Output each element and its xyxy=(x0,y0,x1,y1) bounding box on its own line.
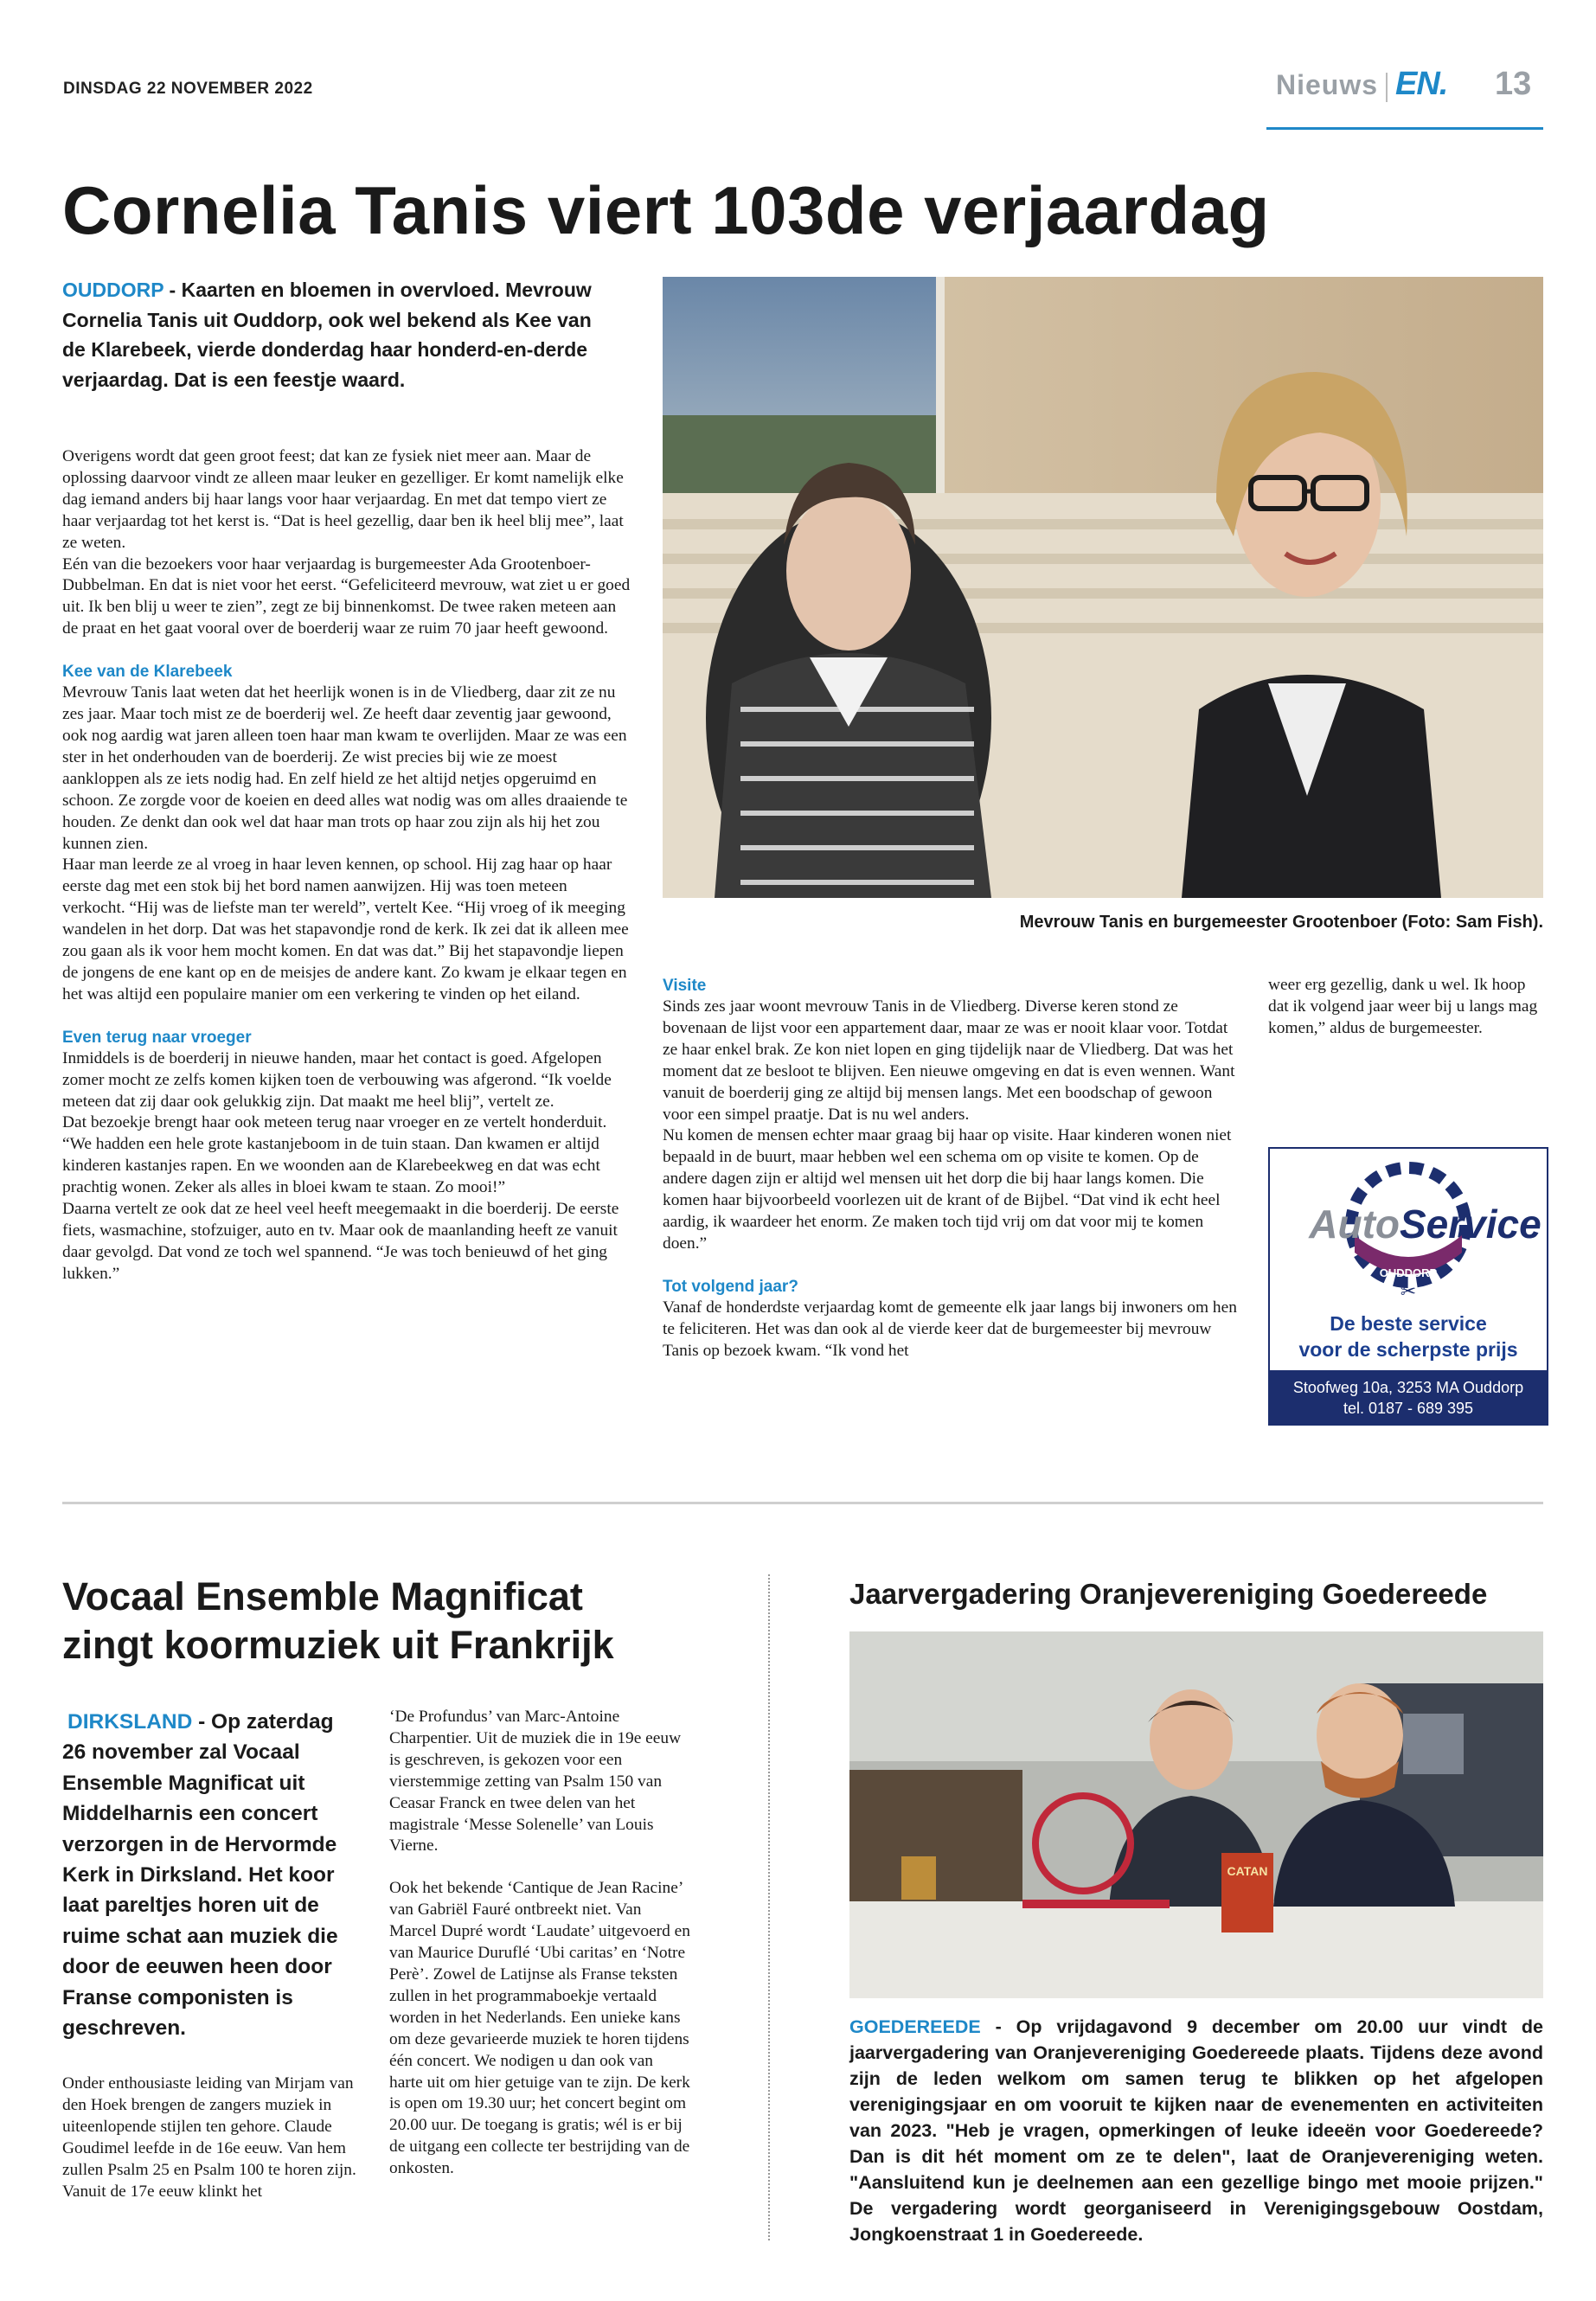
game-box-label: CATAN xyxy=(1227,1864,1268,1878)
lead-text: - Kaarten en bloemen in overvloed. Mevrouw Cornelia Tanis uit Ouddorp, ook wel bekend als Kee van de Klarebeek, vierde donderdag haar honderd-en-derde verjaardag. Dat is een feestje waard. xyxy=(62,279,592,391)
header-rule xyxy=(1266,127,1543,130)
photo-caption: Mevrouw Tanis en burgemeester Grootenboer (Foto: Sam Fish). xyxy=(1019,913,1543,932)
lead-text: - Op vrijdagavond 9 december om 20.00 uur vindt de jaarvergadering van Oranjevereniging Goedereede plaats. Tijdens deze avond zijn de leden welkom om samen terug te blikken op het afgelopen verenigingsjaar en om vooruit te kijken naar de evenementen en activiteiten van 2023. "Heb je vragen, opmerkingen of leuke ideeën voor Goedereede? Dan is dit hét moment om ze te delen", laat de Oranjevereniging weten. "Aansluitend kun je deelnemen aan een gezellige bingo met mooie prijzen." De vergadering wordt georganiseerd in Verenigingsgebouw Oostdam, Jongkoenstraat 1 in Goedereede. xyxy=(849,2016,1543,2245)
article3-title: Jaarvergadering Oranjevereniging Goedereede xyxy=(849,1578,1488,1610)
ad-slogan-1: De beste service xyxy=(1330,1312,1487,1335)
paragraph: weer erg gezellig, dank u wel. Ik hoop dat ik volgend jaar weer bij u langs mag komen,” aldus de burgemeester. xyxy=(1268,976,1538,1037)
dateline-place: OUDDORP xyxy=(62,279,164,301)
article2-title xyxy=(62,1573,737,1670)
article2-column-1 xyxy=(62,2073,361,2202)
paragraph: Ook het bekende ‘Cantique de Jean Racine’ van Gabriël Fauré ontbreekt niet. Van Marcel Dupré wordt ‘Laudate’ uitgevoerd en van Maurice Duruflé ‘Ubi caritas’ en ‘Notre Perè’. Zowel de Latijnse als Franse teksten zullen in het programmaboekje vertaald worden in het Nederlands. Een unieke kans om deze gevarieerde muziek te horen tijdens één concert. We nodigen u dan ook van harte uit om hier getuige van te zijn. De kerk is open om 19.30 uur; het concert begint om 20.00 uur. De toegang is gratis; wél is er bij de uitgang een collecte ter bestrijding van de onkosten. xyxy=(389,1879,690,2178)
paragraph: Mevrouw Tanis laat weten dat het heerlijk wonen is in de Vliedberg, daar zit ze nu zes jaar. Maar toch mist ze de boerderij wel. Ze heeft daar zeventig jaar gewoond, ook nog aardig wat jaren alleen toen haar man kwam te overlijden. Maar ze was een ster in het onderhouden van de boerderij. Ze wist precies bij wie ze moest aankloppen als ze iets nodig had. En zelf hield ze het altijd netjes opgeruimd en schoon. Ze zorgde voor de koeien en deed alles wat nodig was om alles draaiende te houden. Ze denkt dan ook wel dat haar man trots op haar zou zijn als hij het zou kunnen zien. xyxy=(62,683,628,853)
paragraph: Vanaf de honderdste verjaardag komt de gemeente elk jaar langs bij inwoners om hen te feliciteren. Het was dan ook al de vierde keer dat de burgemeester bij mevrouw Tanis op bezoek kwam. “Ik vond het xyxy=(663,1298,1237,1360)
photo-illustration xyxy=(663,277,1543,898)
subheading: Even terug naar vroeger xyxy=(62,1028,252,1047)
article-column-2 xyxy=(663,975,1237,1362)
ad-brand-service: Service xyxy=(1400,1202,1542,1247)
dateline-place: GOEDEREEDE xyxy=(849,2016,981,2037)
paragraph: Onder enthousiaste leiding van Mirjam van den Hoek brengen de zangers muziek in uiteenlopende stijlen ten gehore. Claude Goudimel leefde in de 16e eeuw. Van hem zullen Psalm 25 en Psalm 100 te horen zijn. Vanuit de 17e eeuw klinkt het xyxy=(62,2074,356,2201)
header-divider xyxy=(1386,73,1388,102)
article-column-3 xyxy=(1268,975,1543,1040)
ad-phone: tel. 0187 - 689 395 xyxy=(1343,1400,1474,1417)
article-column-1 xyxy=(62,446,633,1285)
ad-slogan-2: voor de scherpste prijs xyxy=(1298,1338,1518,1361)
article2-lead xyxy=(62,1707,356,2043)
paragraph: Eén van die bezoekers voor haar verjaardag is burgemeester Ada Grootenboer-Dubbelman. En dat is niet voor het eerst. “Gefeliciteerd mevrouw, wat ziet u er goed uit. Ik ben blij u weer te zien”, zegt ze bij binnenkomst. De twee raken meteen aan de praat en het gaat vooral over de boerderij waar ze ruim 70 jaar heeft gewoond. xyxy=(62,554,631,638)
newspaper-logo: EN. xyxy=(1395,66,1448,102)
paragraph: Sinds zes jaar woont mevrouw Tanis in de Vliedberg. Diverse keren stond ze bovenaan de lijst voor een appartement daar, maar ze was er nooit klaar voor. Totdat ze haar enkel brak. Ze kon niet lopen en ging tijdelijk naar de Vliedberg. Dat was het moment dat ze besloot te blijven. Een nieuwe omgeving en dat is even wennen. Want vanuit de boerderij ging ze altijd bij mensen langs. Met een boodschap of gewoon voor een simpel praatje. Dat is nu wel anders. xyxy=(663,997,1235,1124)
page-number: 13 xyxy=(1495,66,1532,102)
article-title: Cornelia Tanis viert 103de verjaardag xyxy=(62,172,1270,248)
photo-illustration xyxy=(849,1631,1543,1998)
lead-text: - Op zaterdag 26 november zal Vocaal Ensemble Magnificat uit Middelharnis een concert verzorgen in de Hervormde Kerk in Dirksland. Het koor laat pareltjes horen uit de ruime schat aan muziek die door de eeuwen heen door Franse componisten is geschreven. xyxy=(62,1710,338,2041)
article-photo xyxy=(663,277,1543,898)
paragraph: Nu komen de mensen echter maar graag bij haar op visite. Haar kinderen wonen niet bepaald in de buurt, maar hebben wel een schema om op visite te komen. Op de andere dagen zijn er altijd wel mensen uit het dorp die bij haar langs komen. Die komen haar bijvoorbeeld voorlezen uit de krant of de Bijbel. “Dat vind ik echt heel aardig, ik waardeer het enorm. Ze maken toch tijd vrij om dat voor mij te komen doen.” xyxy=(663,1126,1232,1253)
issue-date: DINSDAG 22 NOVEMBER 2022 xyxy=(63,80,313,98)
subheading: Visite xyxy=(663,977,707,995)
paragraph: Inmiddels is de boerderij in nieuwe handen, maar het contact is goed. Afgelopen zomer mocht ze zelfs komen kijken toen de verbouwing was afgerond. “Ik voelde meteen dat zij daar ook gelukkig zijn. Dat maakt me heel blij”, vertelt ze. xyxy=(62,1048,612,1111)
section-label: Nieuws xyxy=(1276,69,1379,100)
article3-lead xyxy=(849,2014,1543,2247)
paragraph: Haar man leerde ze al vroeg in haar leven kennen, op school. Hij zag haar op haar eerste dag met een stok bij het bord namen aanwijzen. Hij was toen meteen verkocht. “Hij was de liefste man ter wereld”, vertelt Kee. “Hij vroeg of ik meeging wandelen in het dorp. Dat was het stapavondje rond de kerk. Ik zei dat ik alleen mee zou gaan als ik voor hem mocht komen. En dat was dat.” Bij het stapavondje liepen de jongens de ene kant op en de meisjes de andere kant. Zo kwam je elkaar tegen en het was altijd een populaire manier om een verkering te vinden op het eiland. xyxy=(62,856,629,1003)
dateline-place: DIRKSLAND xyxy=(67,1710,193,1734)
subheading: Kee van de Klarebeek xyxy=(62,663,233,682)
paragraph: Overigens wordt dat geen groot feest; dat kan ze fysiek niet meer aan. Maar de oplossing daarvoor vindt ze alleen maar leuker en gezelliger. Er komt namelijk elke dag iemand anders bij haar langs voor haar verjaardag. En met dat tempo viert ze haar verjaardag tot het kerst is. “Dat is heel gezellig, daar ben ik heel blij mee”, laat ze weten. xyxy=(62,447,624,552)
wrench-icon: ✂ xyxy=(1400,1281,1417,1303)
paragraph: ‘De Profundus’ van Marc-Antoine Charpentier. Uit de muziek die in 19e eeuw is geschreven, is gekozen voor een vierstemmige zetting van Psalm 150 van Ceasar Franck en twee delen van het magistrale ‘Messe Solenelle’ van Louis Vierne. xyxy=(389,1708,682,1856)
paragraph: Dat bezoekje brengt haar ook meteen terug naar vroeger en ze vertelt honderduit. “We hadden een hele grote kastanjeboom in de tuin staan. Dan kwamen er altijd kinderen kastanjes rapen. En we woonden aan de Klarebeekweg en dat was echt prachtig wonen. Zeker als alles in bloei kwam te staan. Zo mooi!” xyxy=(62,1113,607,1197)
paragraph: Daarna vertelt ze ook dat ze heel veel heeft meegemaakt in die boerderij. De eerste fiets, wasmachine, stofzuiger, auto en tv. Maar ook de maanlanding heeft ze vanuit daar gevolgd. Dat vond ze toch wel spannend. “Je was toch benieuwd of het ging lukken.” xyxy=(62,1200,619,1283)
ad-town: OUDDORP xyxy=(1379,1266,1438,1279)
section-divider xyxy=(62,1502,1543,1504)
autoservice-ad[interactable] xyxy=(1268,1147,1548,1426)
article2-column-2 xyxy=(389,1707,690,2180)
ad-address: Stoofweg 10a, 3253 MA Ouddorp xyxy=(1292,1379,1524,1396)
title-line: zingt koormuziek uit Frankrijk xyxy=(62,1623,614,1667)
ad-brand-auto: Auto xyxy=(1309,1202,1400,1247)
column-divider xyxy=(768,1574,770,2240)
article-lead xyxy=(62,275,597,394)
article3-photo xyxy=(849,1631,1543,1998)
autoservice-ad-art xyxy=(1270,1149,1547,1424)
title-line: Vocaal Ensemble Magnificat xyxy=(62,1574,583,1618)
subheading: Tot volgend jaar? xyxy=(663,1277,798,1296)
